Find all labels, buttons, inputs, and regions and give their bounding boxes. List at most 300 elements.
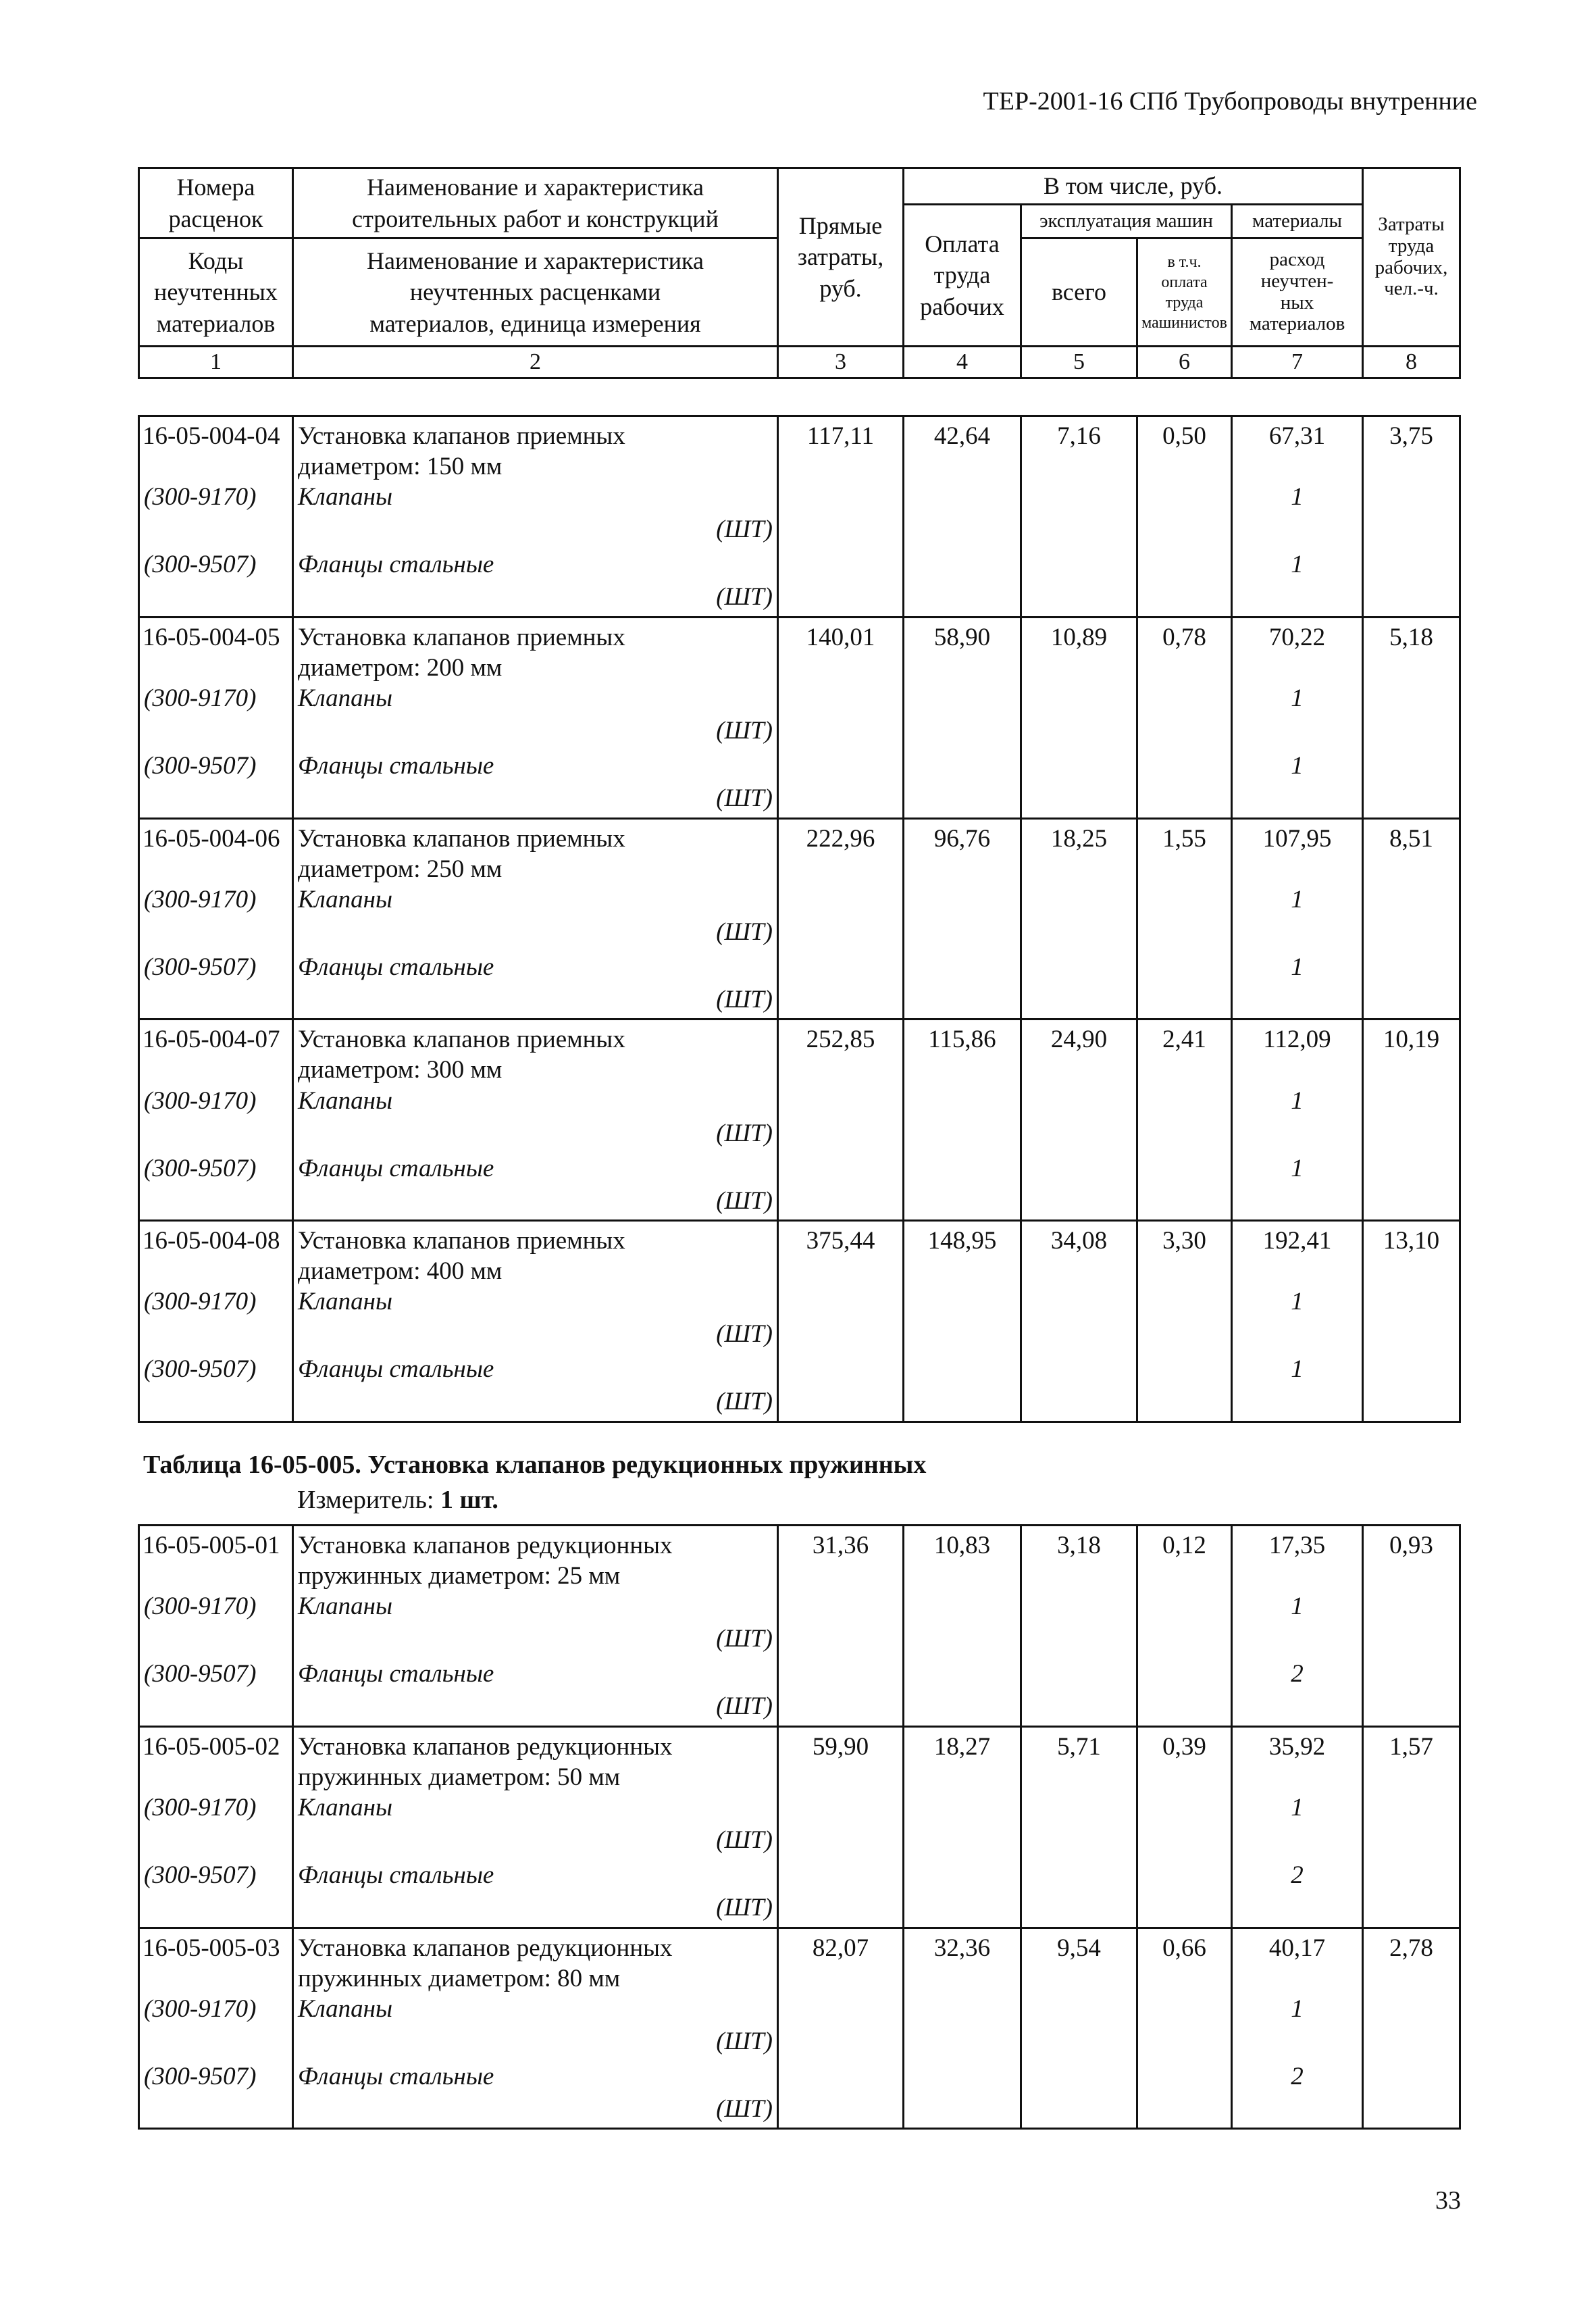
empty-cell [1137,917,1232,952]
material-code: (300-9170) [139,1994,293,2026]
empty-cell [904,1186,1021,1221]
empty-cell [139,1892,293,1928]
empty-cell [1363,1994,1460,2026]
empty-cell [904,1319,1021,1354]
page-number: 33 [1435,2186,1461,2215]
empty-cell [1137,1691,1232,1726]
rate-row [139,1928,1460,1994]
rate-name [293,1928,778,1994]
empty-cell [1137,1792,1232,1825]
material-unit: (ШТ) [293,1118,778,1153]
empty-cell [1137,2026,1232,2061]
material-code: (300-9507) [139,1860,293,1892]
empty-cell [778,683,904,715]
material-name: Клапаны [293,884,778,917]
material-row [139,2061,1460,2094]
material-row [139,1153,1460,1186]
material-code: (300-9170) [139,884,293,917]
material-unit-row [139,1691,1460,1726]
empty-cell [139,1118,293,1153]
material-quantity: 1 [1232,1591,1363,1624]
machines-total: 3,18 [1021,1526,1137,1592]
empty-cell [1232,1624,1363,1659]
empty-cell [1363,1591,1460,1624]
empty-cell [1137,1153,1232,1186]
empty-cell [139,1825,293,1860]
rate-name [293,617,778,683]
material-row [139,1659,1460,1691]
empty-cell [1232,1186,1363,1221]
material-row [139,1354,1460,1386]
empty-cell [904,482,1021,514]
rates-table-16-05-004 [138,415,1461,1423]
material-row [139,884,1460,917]
material-row [139,1792,1460,1825]
empty-cell [778,2026,904,2061]
material-name: Клапаны [293,1792,778,1825]
empty-cell [1137,715,1232,751]
header-direct-costs: Прямые затраты, руб. [778,168,904,347]
labor-hours: 5,18 [1363,617,1460,683]
material-row [139,1086,1460,1118]
empty-cell [1137,1994,1232,2026]
empty-cell [1137,1286,1232,1319]
empty-cell [1363,683,1460,715]
empty-cell [904,1153,1021,1186]
empty-cell [904,984,1021,1020]
empty-cell [904,1386,1021,1422]
machinists-pay: 2,41 [1137,1020,1232,1086]
empty-cell [1021,482,1137,514]
empty-cell [1363,1118,1460,1153]
empty-cell [904,917,1021,952]
empty-cell [904,1591,1021,1624]
empty-cell [1363,1624,1460,1659]
empty-cell [778,1659,904,1691]
labor-pay: 58,90 [904,617,1021,683]
header-labor-pay: Оплата труда рабочих [904,205,1021,347]
header-including: В том числе, руб. [904,168,1363,205]
material-code: (300-9170) [139,482,293,514]
materials-cost: 40,17 [1232,1928,1363,1994]
empty-cell [139,1386,293,1422]
empty-cell [1363,884,1460,917]
material-code: (300-9170) [139,1792,293,1825]
empty-cell [1021,751,1137,783]
rate-name-line: пружинных диаметром: 50 мм [298,1763,621,1791]
empty-cell [904,2026,1021,2061]
empty-cell [904,1792,1021,1825]
material-quantity: 1 [1232,1354,1363,1386]
material-quantity: 1 [1232,1792,1363,1825]
rate-name [293,416,778,482]
empty-cell [1021,1286,1137,1319]
empty-cell [1363,917,1460,952]
rate-name-line: пружинных диаметром: 80 мм [298,1964,621,1992]
material-unit-row [139,514,1460,549]
empty-cell [1232,1691,1363,1726]
empty-cell [778,1319,904,1354]
empty-cell [904,952,1021,984]
machines-total: 10,89 [1021,617,1137,683]
header-materials: материалы [1232,205,1363,238]
material-row [139,751,1460,783]
empty-cell [1021,884,1137,917]
empty-cell [904,1892,1021,1928]
empty-cell [1363,952,1460,984]
empty-cell [1021,1792,1137,1825]
machinists-pay: 0,12 [1137,1526,1232,1592]
empty-cell [1137,1591,1232,1624]
empty-cell [1137,1659,1232,1691]
material-code: (300-9507) [139,1354,293,1386]
empty-cell [1363,1792,1460,1825]
empty-cell [1363,1892,1460,1928]
empty-cell [904,582,1021,617]
header-work-name: Наименование и характеристика строительных работ и конструкций [293,168,778,238]
empty-cell [1021,1354,1137,1386]
empty-cell [904,1691,1021,1726]
running-header: ТЕР-2001-16 СПб Трубопроводы внутренние [983,87,1477,116]
material-row [139,482,1460,514]
material-quantity: 1 [1232,683,1363,715]
empty-cell [1021,683,1137,715]
rate-name-line: Установка клапанов приемных [298,623,625,651]
empty-cell [904,514,1021,549]
empty-cell [1137,1386,1232,1422]
empty-cell [1232,1825,1363,1860]
material-name: Клапаны [293,1994,778,2026]
empty-cell [1232,715,1363,751]
empty-cell [1363,549,1460,582]
empty-cell [778,2061,904,2094]
labor-pay: 18,27 [904,1726,1021,1792]
empty-cell [1137,751,1232,783]
empty-cell [778,1825,904,1860]
rates-table-16-05-005 [138,1524,1461,2130]
materials-cost: 192,41 [1232,1221,1363,1287]
empty-cell [1021,2061,1137,2094]
rate-name [293,1526,778,1592]
empty-cell [1363,1086,1460,1118]
empty-cell [1137,984,1232,1020]
rate-name [293,1020,778,1086]
empty-cell [1021,1994,1137,2026]
material-unit-row [139,1386,1460,1422]
empty-cell [904,751,1021,783]
machines-total: 34,08 [1021,1221,1137,1287]
header-material-names: Наименование и характеристика неучтенных расценками материалов, единица измерения [293,238,778,347]
labor-hours: 0,93 [1363,1526,1460,1592]
empty-cell [1363,1659,1460,1691]
empty-cell [1363,1386,1460,1422]
rate-row [139,1221,1460,1287]
header-machines: эксплуатация машин [1021,205,1232,238]
empty-cell [778,1691,904,1726]
empty-cell [1137,1086,1232,1118]
rate-name-line: Установка клапанов приемных [298,824,625,853]
empty-cell [778,1624,904,1659]
empty-cell [778,783,904,818]
material-row [139,683,1460,715]
material-code: (300-9507) [139,952,293,984]
empty-cell [1137,1186,1232,1221]
header-unaccounted-materials: расход неучтен- ных материалов [1232,238,1363,347]
material-quantity: 2 [1232,2061,1363,2094]
material-unit-row [139,1825,1460,1860]
table-title: Таблица 16-05-005. Установка клапанов редукционных пружинных [143,1451,927,1479]
rate-code: 16-05-004-07 [139,1020,293,1086]
empty-cell [1232,1892,1363,1928]
direct-costs: 82,07 [778,1928,904,1994]
direct-costs: 252,85 [778,1020,904,1086]
rate-row [139,1526,1460,1592]
direct-costs: 222,96 [778,818,904,884]
empty-cell [1232,984,1363,1020]
rate-name-line: Установка клапанов редукционных [298,1732,673,1761]
machinists-pay: 3,30 [1137,1221,1232,1287]
empty-cell [778,1792,904,1825]
material-unit-row [139,2094,1460,2129]
empty-cell [778,1591,904,1624]
material-unit: (ШТ) [293,2094,778,2129]
empty-cell [778,514,904,549]
material-name: Фланцы стальные [293,2061,778,2094]
empty-cell [1137,1892,1232,1928]
empty-cell [1137,783,1232,818]
rate-name-line: диаметром: 150 мм [298,453,503,481]
direct-costs: 59,90 [778,1726,904,1792]
material-code: (300-9507) [139,751,293,783]
material-unit-row [139,1624,1460,1659]
material-unit: (ШТ) [293,514,778,549]
material-unit: (ШТ) [293,1892,778,1928]
empty-cell [1021,715,1137,751]
rate-code: 16-05-005-03 [139,1928,293,1994]
material-unit-row [139,1186,1460,1221]
empty-cell [904,1286,1021,1319]
rate-name [293,818,778,884]
empty-cell [139,984,293,1020]
machines-total: 5,71 [1021,1726,1137,1792]
empty-cell [1021,984,1137,1020]
empty-cell [1021,1691,1137,1726]
material-unit-row [139,984,1460,1020]
empty-cell [778,751,904,783]
material-unit: (ШТ) [293,2026,778,2061]
machinists-pay: 0,66 [1137,1928,1232,1994]
empty-cell [1021,1624,1137,1659]
labor-hours: 3,75 [1363,416,1460,482]
empty-cell [904,1994,1021,2026]
empty-cell [778,715,904,751]
empty-cell [1363,783,1460,818]
empty-cell [1137,1354,1232,1386]
direct-costs: 140,01 [778,617,904,683]
empty-cell [139,1691,293,1726]
material-unit: (ШТ) [293,1186,778,1221]
material-unit: (ШТ) [293,715,778,751]
labor-hours: 8,51 [1363,818,1460,884]
measure-unit: Измеритель: 1 шт. [297,1486,498,1514]
material-name: Фланцы стальные [293,1354,778,1386]
material-row [139,952,1460,984]
material-unit: (ШТ) [293,1624,778,1659]
labor-pay: 115,86 [904,1020,1021,1086]
empty-cell [139,514,293,549]
direct-costs: 375,44 [778,1221,904,1287]
empty-cell [1232,1319,1363,1354]
empty-cell [1137,549,1232,582]
empty-cell [778,1892,904,1928]
material-quantity: 1 [1232,482,1363,514]
labor-hours: 1,57 [1363,1726,1460,1792]
empty-cell [904,2061,1021,2094]
empty-cell [904,884,1021,917]
empty-cell [139,917,293,952]
material-name: Фланцы стальные [293,952,778,984]
header-rate-numbers: Номера расценок [139,168,293,238]
material-code: (300-9170) [139,1086,293,1118]
material-unit-row [139,715,1460,751]
empty-cell [139,1319,293,1354]
empty-cell [778,2094,904,2129]
machinists-pay: 0,78 [1137,617,1232,683]
empty-cell [778,1086,904,1118]
empty-cell [1232,2026,1363,2061]
machinists-pay: 0,50 [1137,416,1232,482]
empty-cell [139,2094,293,2129]
material-name: Фланцы стальные [293,1659,778,1691]
rate-row [139,1726,1460,1792]
material-unit: (ШТ) [293,1691,778,1726]
materials-cost: 17,35 [1232,1526,1363,1592]
direct-costs: 31,36 [778,1526,904,1592]
empty-cell [1232,1386,1363,1422]
material-unit: (ШТ) [293,582,778,617]
rate-row [139,416,1460,482]
material-unit: (ШТ) [293,1319,778,1354]
material-name: Фланцы стальные [293,1153,778,1186]
empty-cell [1232,2094,1363,2129]
material-quantity: 1 [1232,952,1363,984]
empty-cell [1363,1825,1460,1860]
empty-cell [1137,683,1232,715]
material-name: Клапаны [293,1591,778,1624]
empty-cell [1137,884,1232,917]
empty-cell [904,1659,1021,1691]
empty-cell [904,783,1021,818]
empty-cell [1363,1286,1460,1319]
empty-cell [904,1860,1021,1892]
material-unit: (ШТ) [293,783,778,818]
rate-row [139,1020,1460,1086]
rate-code: 16-05-004-04 [139,416,293,482]
empty-cell [1363,1691,1460,1726]
rate-name-line: диаметром: 200 мм [298,653,503,682]
material-code: (300-9507) [139,1659,293,1691]
empty-cell [778,984,904,1020]
material-code: (300-9507) [139,549,293,582]
material-name: Клапаны [293,482,778,514]
rate-code: 16-05-004-05 [139,617,293,683]
material-row [139,549,1460,582]
table-header [138,167,1461,379]
material-quantity: 1 [1232,884,1363,917]
rate-name-line: Установка клапанов редукционных [298,1532,673,1559]
empty-cell [778,952,904,984]
empty-cell [904,1825,1021,1860]
empty-cell [1137,1118,1232,1153]
empty-cell [1363,514,1460,549]
empty-cell [1137,482,1232,514]
material-unit: (ШТ) [293,1386,778,1422]
rate-code: 16-05-005-01 [139,1526,293,1592]
empty-cell [1232,783,1363,818]
empty-cell [1363,2094,1460,2129]
header-labor-hours: Затраты труда рабочих, чел.-ч. [1363,168,1460,347]
material-row [139,1591,1460,1624]
empty-cell [1363,582,1460,617]
empty-cell [1021,1825,1137,1860]
empty-cell [139,2026,293,2061]
rate-code: 16-05-005-02 [139,1726,293,1792]
materials-cost: 35,92 [1232,1726,1363,1792]
material-quantity: 2 [1232,1659,1363,1691]
empty-cell [904,1118,1021,1153]
machines-total: 7,16 [1021,416,1137,482]
empty-cell [1137,1624,1232,1659]
empty-cell [1021,2094,1137,2129]
empty-cell [1137,2094,1232,2129]
empty-cell [1021,1860,1137,1892]
empty-cell [778,549,904,582]
material-name: Клапаны [293,1086,778,1118]
labor-hours: 10,19 [1363,1020,1460,1086]
empty-cell [1363,715,1460,751]
empty-cell [1021,1118,1137,1153]
empty-cell [1137,582,1232,617]
material-code: (300-9507) [139,2061,293,2094]
material-quantity: 1 [1232,1153,1363,1186]
rate-name [293,1221,778,1287]
machines-total: 24,90 [1021,1020,1137,1086]
labor-pay: 42,64 [904,416,1021,482]
empty-cell [904,1086,1021,1118]
material-unit: (ШТ) [293,1825,778,1860]
empty-cell [904,683,1021,715]
empty-cell [778,482,904,514]
material-row [139,1994,1460,2026]
rate-name [293,1726,778,1792]
empty-cell [778,917,904,952]
empty-cell [139,715,293,751]
material-unit-row [139,1892,1460,1928]
empty-cell [1137,514,1232,549]
labor-hours: 13,10 [1363,1221,1460,1287]
empty-cell [1363,1153,1460,1186]
empty-cell [1137,1319,1232,1354]
empty-cell [139,1186,293,1221]
empty-cell [1021,514,1137,549]
material-unit: (ШТ) [293,917,778,952]
material-row [139,1286,1460,1319]
empty-cell [1363,2026,1460,2061]
empty-cell [1021,1153,1137,1186]
empty-cell [904,1354,1021,1386]
rate-code: 16-05-004-06 [139,818,293,884]
machinists-pay: 1,55 [1137,818,1232,884]
